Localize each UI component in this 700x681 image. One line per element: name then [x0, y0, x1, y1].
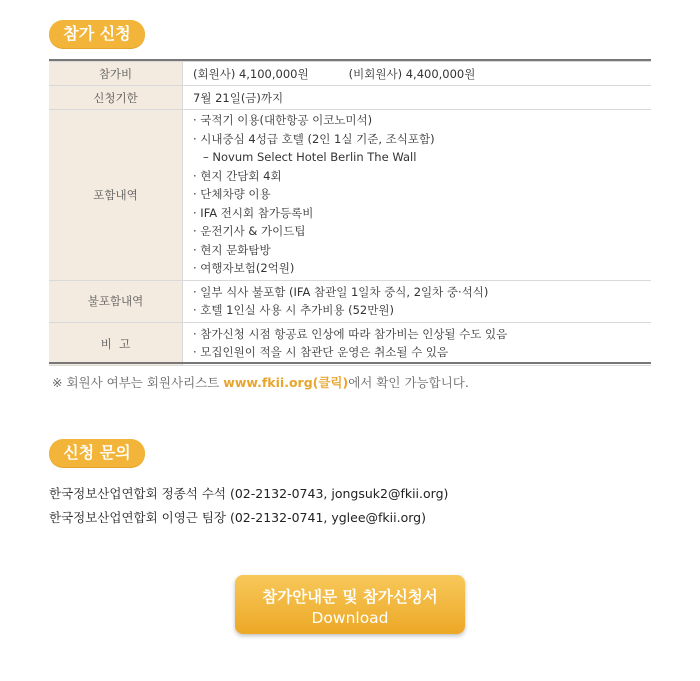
table-row — [49, 322, 651, 365]
row-label-included: 포함내역 — [49, 110, 183, 281]
row-label-remarks: 비 고 — [49, 322, 183, 365]
row-label-deadline: 신청기한 — [49, 86, 183, 110]
fee-member: (회원사) 4,100,000원 — [193, 66, 309, 81]
note-prefix: ※ 회원사 여부는 회원사리스트 — [52, 375, 224, 390]
download-button[interactable] — [235, 575, 465, 634]
list-item: · 현지 간담회 4회 — [193, 168, 282, 183]
section-title-apply: 참가 신청 — [49, 20, 145, 48]
list-item: · 호텔 1인실 사용 시 추가비용 (52만원) — [193, 303, 394, 317]
list-item: · 단체차량 이용 — [193, 187, 271, 201]
download-button-sublabel: Download — [311, 609, 389, 627]
list-item: · 운전기사 & 가이드팁 — [193, 224, 306, 238]
fee-nonmember: (비회원사) 4,400,000원 — [348, 66, 476, 81]
table-row — [49, 86, 651, 110]
row-label-fee: 참가비 — [49, 62, 183, 86]
list-item: · IFA 전시회 참가등록비 — [193, 205, 314, 220]
table-bottom-rule — [49, 362, 651, 364]
table-row — [49, 280, 651, 322]
contact-line: 한국정보산업연합회 이영근 팀장 (02-2132-0741, yglee@fkii.org) — [49, 510, 426, 525]
list-item: · 참가신청 시점 항공료 인상에 따라 참가비는 인상될 수도 있음 — [193, 326, 508, 341]
list-item: · 시내중심 4성급 호텔 (2인 1실 기준, 조식포함) — [193, 131, 435, 146]
table-row — [49, 62, 651, 86]
contact-line: 한국정보산업연합회 정종석 수석 (02-2132-0743, jongsuk2@fkii.org) — [49, 486, 449, 501]
member-note — [52, 373, 469, 391]
deadline-value: 7월 21일(금)까지 — [183, 86, 652, 110]
row-label-excluded: 불포함내역 — [49, 280, 183, 322]
list-item: · 일부 식사 불포함 (IFA 참관일 1일차 중식, 2일차 중·석식) — [193, 284, 489, 299]
list-item: · 현지 문화탐방 — [193, 242, 271, 257]
list-item: · 여행자보험(2억원) — [193, 261, 295, 275]
note-suffix: 에서 확인 가능합니다. — [348, 375, 469, 390]
list-item: · 모집인원이 적을 시 참관단 운영은 취소될 수 있음 — [193, 345, 449, 359]
list-item: · 국적기 이용(대한항공 이코노미석) — [193, 113, 373, 127]
member-list-link[interactable]: www.fkii.org(클릭) — [223, 375, 349, 390]
section-title-inquiry: 신청 문의 — [49, 439, 145, 467]
list-item: – Novum Select Hotel Berlin The Wall — [203, 150, 417, 164]
download-button-label: 참가안내문 및 참가신청서 — [262, 588, 438, 606]
table-row — [49, 110, 651, 281]
apply-info-table — [49, 61, 651, 366]
